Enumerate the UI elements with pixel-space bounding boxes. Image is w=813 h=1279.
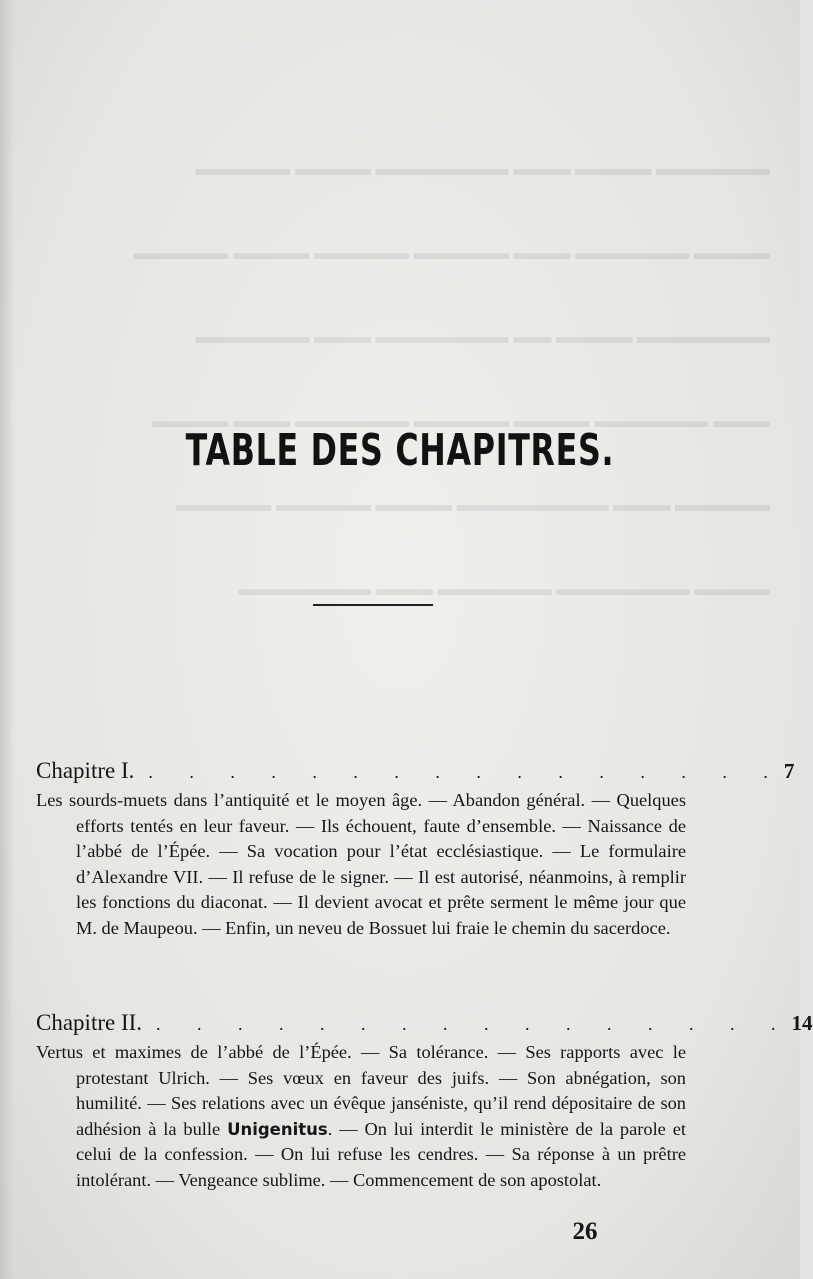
- title-divider: [313, 604, 433, 606]
- page-edge-shadow: [0, 0, 14, 1279]
- bull-name: Unigenitus: [227, 1119, 328, 1139]
- dot-leader: . . . . . . . . . . . . . . . .: [148, 762, 784, 782]
- show-through-texture: ▬▬▬▬▬▬ ▬▬▬▬ ▬▬▬ ▬▬▬▬▬▬▬ ▬▬▬▬ ▬▬▬▬▬ ▬▬▬▬ ▬▬▬▬▬▬ ▬▬▬ ▬▬▬▬▬ ▬▬▬▬▬ ▬▬▬▬ ▬▬▬▬▬ ▬▬▬▬▬▬▬ ▬▬▬▬ ▬▬ ▬▬▬▬▬▬▬ ▬▬▬ ▬▬▬▬▬▬ ▬▬▬ ▬▬▬▬▬▬ ▬▬▬▬ ▬▬▬▬▬ ▬▬▬▬▬▬ ▬▬▬ ▬▬▬▬ ▬▬▬▬▬ ▬▬▬ ▬▬▬▬▬▬▬▬ ▬▬▬▬ ▬▬▬▬▬ ▬▬▬▬▬ ▬▬▬▬ ▬▬▬▬▬▬▬ ▬▬▬▬▬▬ ▬▬▬ ▬▬▬▬▬▬▬: [133, 159, 770, 600]
- chapter-page-number: 14: [791, 1011, 813, 1035]
- page-title: TABLE DES CHAPITRES.: [185, 425, 615, 476]
- chapter-name: Chapitre II.: [36, 1010, 143, 1035]
- chapter-page-number: 7: [783, 759, 795, 783]
- chapter-heading: [36, 1010, 813, 1040]
- chapter-summary: Les sourds-muets dans l’antiquité et le moyen âge. — Abandon général. — Quelques efforts tentés en leur faveur. — Ils échouent, faute d’ensemble. — Naissance de l’abbé de l’Épée. — Sa vocation pour l’état ecclésiastique. — Le formulaire d’Alexandre VII. — Il refuse de le signer. — Il est autorisé, néanmoins, à remplir les fonctions du diaconat. — Il devient avocat et prête serment le même jour que M. de Maupeou. — Enfin, un neveu de Bossuet lui fraie le chemin du sacerdoce.: [36, 790, 686, 938]
- page-number: 26: [572, 1218, 598, 1245]
- summary-text: . — On lui interdit le ministère de la parole et celui de la confession. — On lui refuse les cendres. — Sa réponse à un prêtre intolérant. — Vengeance sublime. — Commencement de son apostolat.: [76, 1118, 686, 1190]
- dot-leader: . . . . . . . . . . . . . . . .: [156, 1014, 792, 1034]
- chapter-heading: [36, 758, 795, 788]
- chapter-name: Chapitre I.: [36, 758, 135, 783]
- chapter-entry-2: [36, 1010, 813, 1194]
- chapter-entry-1: [36, 758, 795, 942]
- chapter-summary: [36, 1040, 686, 1194]
- summary-text: Vertus et maximes de l’abbé de l’Épée. — Sa tolérance. — Ses rapports avec le protestant Ulrich. — Ses vœux en faveur des juifs. — Son abnégation, son humilité. — Ses relations avec un évêque janséniste, qu’il rend dépositaire de son adhésion à la bulle: [36, 1042, 686, 1139]
